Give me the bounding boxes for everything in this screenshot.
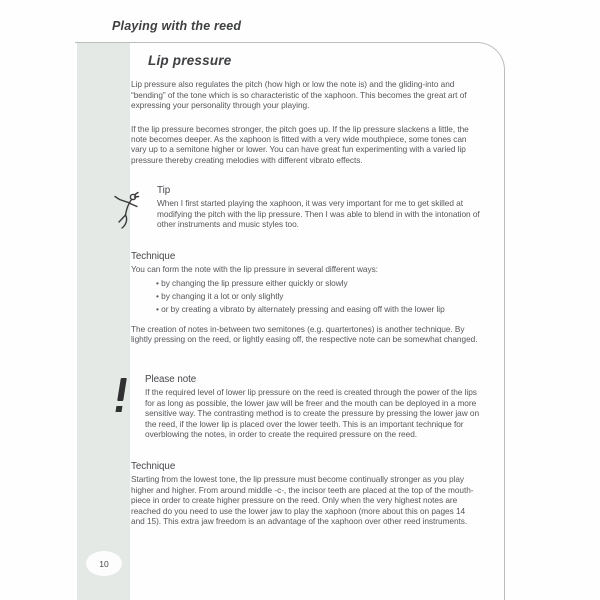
- page-title: Lip pressure: [148, 53, 232, 68]
- paragraph-pitch-regulation: Lip pressure also regulates the pitch (how high or low the note is) and the gliding-into and “bending” of the tone which is so characteristic of the xaphoon. This becomes the great art of expressing your personality through your playing.: [131, 79, 467, 111]
- please-note-heading: Please note: [145, 374, 197, 386]
- tip-heading: Tip: [157, 185, 171, 197]
- bullet-item: • by changing it a lot or only slightly: [156, 290, 480, 303]
- paragraph-pressure-effects: If the lip pressure becomes stronger, the pitch goes up. If the lip pressure slackens a little, the note becomes deeper. As the xaphoon is fitted with a very wide mouthpiece, some tones can vary up to a semitone higher or lower. You can have great fun experimenting with a varied lip pressure thereby creating melodies with different vibrato effects.: [131, 123, 469, 165]
- paragraph-quartertones: The creation of notes in-between two semitones (e.g. quartertones) is another technique. By lightly pressing on the reed, or lightly easing off, the respective note can be somewhat changed.: [131, 323, 478, 344]
- please-note-body: If the required level of lower lip pressure on the reed is created through the power of the lips for as long as possible, the lower jaw will be freer and the mouth can be deployed in a more sensitive way. The contrasting method is to create the pressure by pressing the lower jaw on the reed, if the lower lip is placed over the lower teeth. This is an important technique for overblowing the notes, in order to create the required pressure on the reed.: [145, 387, 480, 440]
- technique-1-intro: You can form the note with the lip pressure in several different ways:: [131, 264, 378, 275]
- page-number: 10: [99, 558, 109, 569]
- exclamation-icon: [115, 378, 127, 416]
- technique-1-heading: Technique: [131, 251, 176, 263]
- technique-bullet-list: [131, 277, 480, 316]
- running-header: Playing with the reed: [112, 19, 242, 33]
- technique-2-body: Starting from the lowest tone, the lip pressure must become continually stronger as you play higher and higher. From around middle -c-, the incisor teeth are placed at the top of the mouth-piece in order to create higher pressure on the reed. Only when the very highest notes are reached do you need to use the lower jaw to play the xaphoon (more about this on pages 14 and 15). This extra jaw freedom is an advantage of the xaphoon over other reed instruments.: [131, 474, 474, 527]
- dancing-piper-figure-icon: [112, 191, 142, 231]
- note-body-wrap: [145, 374, 480, 439]
- please-note-section: [112, 374, 480, 439]
- technique-section-1: [131, 251, 480, 315]
- page-content: [112, 50, 480, 526]
- page-number-badge: [86, 551, 122, 576]
- exclamation-bar: [117, 378, 127, 401]
- bullet-item: • or by creating a vibrato by alternately pressing and easing off with the lower lip: [156, 303, 480, 316]
- technique-2-heading: Technique: [131, 461, 176, 473]
- tip-body-wrap: [157, 185, 480, 229]
- tip-section: [112, 185, 480, 229]
- bullet-item: • by changing the lip pressure either quickly or slowly: [156, 277, 480, 290]
- tip-body: When I first started playing the xaphoon, it was very important for me to get skilled at modifying the pitch with the lip pressure. Then I was able to blend in with the intonation of other instruments and music styles too.: [157, 198, 480, 230]
- exclamation-dot: [116, 406, 122, 412]
- technique-section-2: [131, 461, 480, 526]
